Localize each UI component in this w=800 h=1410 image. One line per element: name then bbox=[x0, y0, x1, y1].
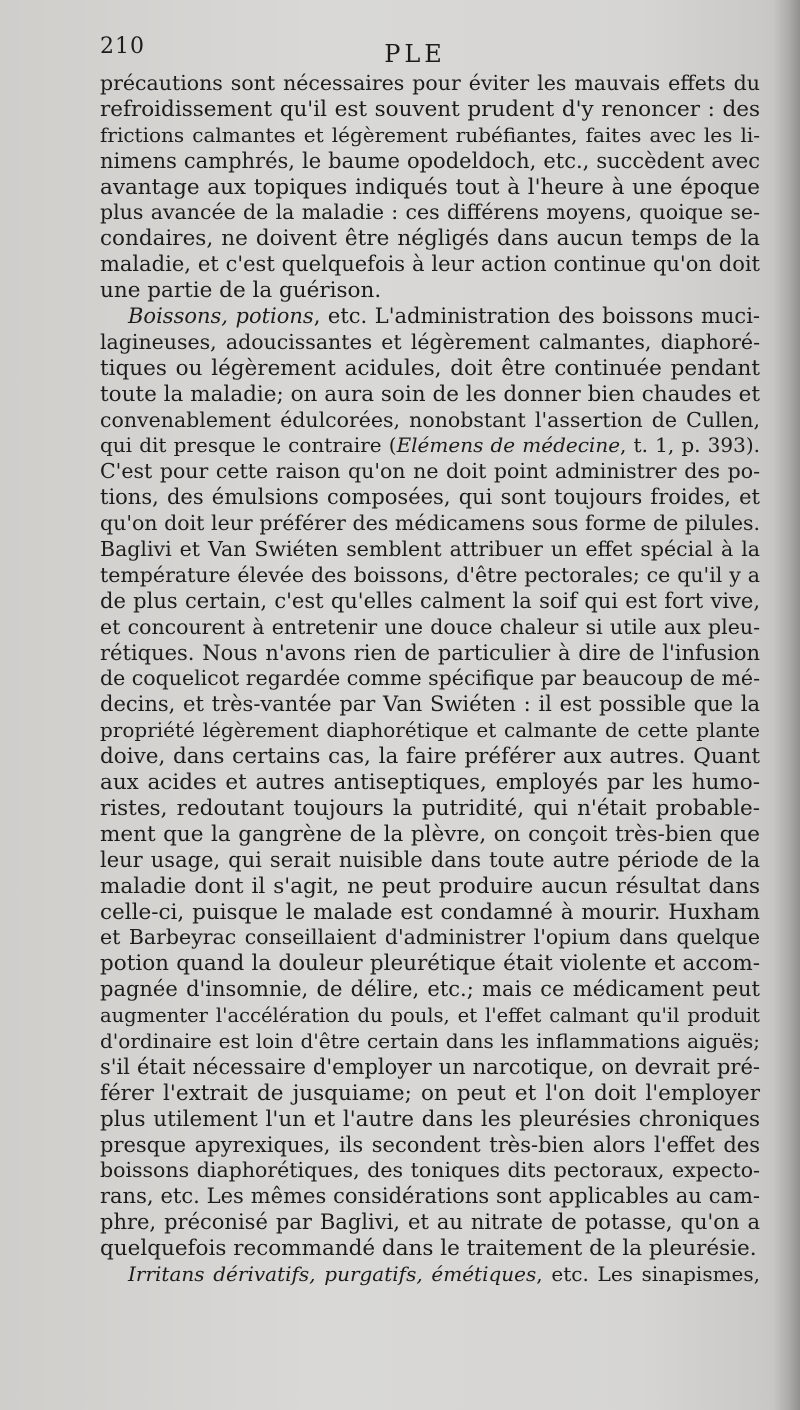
text-line bbox=[100, 641, 760, 667]
text-run: pagnée d'insomnie, de délire, etc.; mais ce médicament peut bbox=[100, 977, 760, 1002]
text-line bbox=[100, 900, 760, 926]
text-line bbox=[100, 615, 760, 641]
text-run: s'il était nécessaire d'employer un narcotique, on devrait pré- bbox=[100, 1054, 760, 1079]
text-run: doive, dans certains cas, la faire préférer aux autres. Quant bbox=[100, 744, 760, 770]
text-run: ristes, redoutant toujours la putridité, qui n'était probable- bbox=[100, 795, 760, 821]
text-line bbox=[100, 123, 760, 149]
text-line bbox=[100, 718, 760, 744]
text-run: , etc. L'administration des boissons muci- bbox=[313, 304, 761, 329]
text-line bbox=[100, 537, 760, 563]
text-run: boissons diaphorétiques, des toniques dits pectoraux, expecto- bbox=[100, 1158, 760, 1183]
text-line bbox=[100, 1081, 760, 1107]
text-run: plus utilement l'un et l'autre dans les pleurésies chroniques bbox=[100, 1106, 760, 1132]
text-line bbox=[100, 71, 760, 97]
page-number: 210 bbox=[100, 34, 145, 59]
text-line bbox=[100, 848, 760, 874]
running-head: PLE bbox=[384, 40, 446, 68]
text-run: précautions sont nécessaires pour éviter les mauvais effets du bbox=[100, 71, 760, 95]
text-line bbox=[100, 1055, 760, 1081]
text-run: férer l'extrait de jusquiame; on peut et l'on doit l'employer bbox=[100, 1080, 760, 1106]
text-line bbox=[100, 1003, 760, 1029]
text-run: lagineuses, adoucissantes et légèrement calmantes, diaphoré- bbox=[100, 329, 760, 354]
text-line bbox=[100, 589, 760, 615]
text-line bbox=[100, 226, 760, 252]
text-line bbox=[100, 511, 760, 537]
text-line bbox=[100, 252, 760, 278]
text-run: une partie de la guérison. bbox=[100, 278, 382, 304]
text-line bbox=[100, 796, 760, 822]
text-run: condaires, ne doivent être négligés dans aucun temps de la bbox=[100, 226, 760, 252]
text-run: qu'on doit leur préférer des médicamens sous forme de pilules. bbox=[100, 511, 760, 536]
text-run: phre, préconisé par Baglivi, et au nitrate de potasse, qu'on a bbox=[100, 1210, 760, 1235]
text-line bbox=[100, 356, 760, 382]
text-run: leur usage, qui serait nuisible dans toute autre période de la bbox=[100, 847, 760, 872]
text-line bbox=[100, 1236, 760, 1262]
text-line bbox=[100, 304, 760, 330]
text-line bbox=[100, 874, 760, 900]
text-run: propriété légèrement diaphorétique et calmante de cette plante bbox=[100, 718, 760, 743]
text-run: tiques ou légèrement acidules, doit être continuée pendant bbox=[100, 355, 760, 381]
text-run: rans, etc. Les mêmes considérations sont applicables au cam- bbox=[100, 1184, 760, 1209]
text-run: celle-ci, puisque le malade est condamné à mourir. Huxham bbox=[100, 899, 760, 925]
text-run: avantage aux topiques indiqués tout à l'heure à une époque bbox=[100, 174, 760, 200]
text-run: augmenter l'accélération du pouls, et l'effet calmant qu'il produit bbox=[100, 1004, 760, 1028]
text-run: aux acides et autres antiseptiques, employés par les humo- bbox=[100, 770, 760, 796]
text-run: rétiques. Nous n'avons rien de particulier à dire de l'infusion bbox=[100, 640, 760, 665]
text-run: quelquefois recommandé dans le traitement de la pleurésie. bbox=[100, 1236, 757, 1262]
text-line bbox=[100, 692, 760, 718]
text-line bbox=[100, 330, 760, 356]
text-line bbox=[100, 149, 760, 175]
text-run: Baglivi et Van Swiéten semblent attribuer un effet spécial à la bbox=[100, 537, 760, 562]
text-line bbox=[100, 485, 760, 511]
text-line bbox=[100, 200, 760, 226]
text-run: tions, des émulsions composées, qui sont toujours froides, et bbox=[100, 485, 760, 510]
italic-run: Elémens de médecine bbox=[396, 433, 621, 458]
text-line bbox=[100, 1133, 760, 1159]
text-line bbox=[100, 433, 760, 459]
text-line bbox=[100, 1184, 760, 1210]
text-run: et Barbeyrac conseillaient d'administrer l'opium dans quelque bbox=[100, 925, 760, 950]
text-run: presque apyrexiques, ils secondent très-bien alors l'effet des bbox=[100, 1132, 760, 1157]
text-run: et concourent à entretenir une douce chaleur si utile aux pleu- bbox=[100, 614, 760, 639]
text-line bbox=[100, 459, 760, 485]
text-run: de plus certain, c'est qu'elles calment la soif qui est fort vive, bbox=[100, 588, 760, 613]
text-line bbox=[100, 1262, 760, 1288]
text-line bbox=[100, 925, 760, 951]
text-line bbox=[100, 1210, 760, 1236]
text-run: ment que la gangrène de la plèvre, on conçoit très-bien que bbox=[100, 821, 760, 847]
text-line bbox=[100, 822, 760, 848]
text-line bbox=[100, 744, 760, 770]
text-line bbox=[100, 408, 760, 434]
text-run: potion quand la douleur pleurétique était violente et accom- bbox=[100, 951, 760, 977]
text-run: maladie, et c'est quelquefois à leur action continue qu'on doit bbox=[100, 252, 760, 277]
text-line bbox=[100, 1107, 760, 1133]
text-line bbox=[100, 1029, 760, 1055]
text-run: qui dit presque le contraire ( bbox=[100, 433, 397, 458]
text-run: de coquelicot regardée comme spécifique par beaucoup de mé- bbox=[100, 666, 760, 691]
text-run: decins, et très-vantée par Van Swiéten : il est possible que la bbox=[100, 692, 760, 717]
text-line bbox=[100, 97, 760, 123]
text-run: C'est pour cette raison qu'on ne doit point administrer des po- bbox=[100, 459, 760, 484]
text-run: , t. 1, p. 393). bbox=[620, 433, 760, 458]
text-run: température élevée des boissons, d'être pectorales; ce qu'il y a bbox=[100, 562, 760, 587]
text-line bbox=[100, 563, 760, 589]
text-run: d'ordinaire est loin d'être certain dans les inflammations aiguës; bbox=[100, 1028, 760, 1053]
italic-run: Irritans dérivatifs, purgatifs, émétiques bbox=[128, 1261, 537, 1286]
text-run: refroidissement qu'il est souvent prudent d'y renoncer : des bbox=[100, 96, 760, 122]
text-line bbox=[100, 382, 760, 408]
text-run: maladie dont il s'agit, ne peut produire aucun résultat dans bbox=[100, 873, 760, 899]
text-run: nimens camphrés, le baume opodeldoch, etc., succèdent avec bbox=[100, 148, 760, 173]
text-line bbox=[100, 175, 760, 201]
text-line bbox=[100, 666, 760, 692]
text-run: frictions calmantes et légèrement rubéfiantes, faites avec les li- bbox=[100, 122, 760, 147]
text-line bbox=[100, 770, 760, 796]
page-edge-shadow bbox=[774, 0, 800, 1410]
text-line bbox=[100, 1158, 760, 1184]
body-text bbox=[100, 71, 760, 1288]
text-run: convenablement édulcorées, nonobstant l'assertion de Cullen, bbox=[100, 407, 760, 432]
text-line bbox=[100, 977, 760, 1003]
text-run: plus avancée de la maladie : ces différens moyens, quoique se- bbox=[100, 200, 760, 225]
text-line bbox=[100, 951, 760, 977]
text-run: , etc. Les sinapismes, bbox=[536, 1261, 760, 1286]
text-line bbox=[100, 278, 760, 304]
text-run: toute la maladie; on aura soin de les donner bien chaudes et bbox=[100, 381, 760, 407]
italic-run: Boissons, potions bbox=[128, 304, 314, 329]
